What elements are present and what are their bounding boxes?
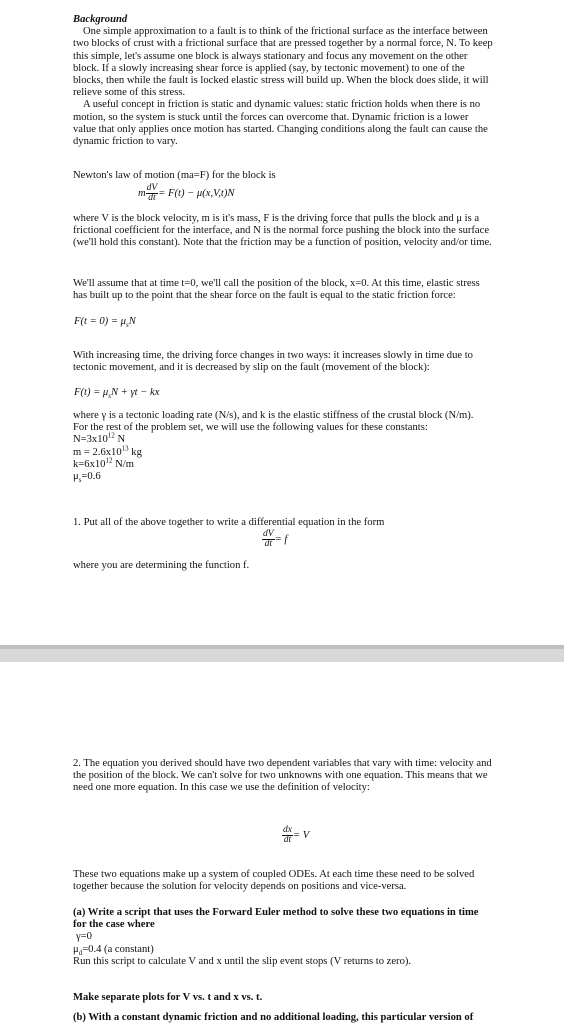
q2-plots: Make separate plots for V vs. t and x vs. t.: [73, 992, 263, 1003]
mu-d-value: $\mu_d=0.4$ (a constant): [73, 943, 154, 957]
q2-coupled: These two equations make up a system of coupled ODEs. At each time these need to be solved together because the solution for velocity depends on positions and vice-versa.: [73, 869, 475, 893]
part-a-label: (a) Write a script that uses the Forward Euler method to solve these two equations in time for the case where: [73, 907, 479, 931]
paragraph-friction-concept: A useful concept in friction is static and dynamic values: static friction holds when there is no motion, so the system is stuck until the forces can overcome that. Dynamic friction is a lower value that only applies once motion has started. Changing conditions along the fault can cause the dynamic friction to vary.: [73, 99, 488, 148]
q2-text: 2. The equation you derived should have two dependent variables that vary with time: velocity and the position of the block. We can't solve for two unknowns with one equation. This means that we need one more equation. In this case we use the definition of velocity:: [73, 758, 492, 794]
constant-N: $N=3x10^{12}$ N: [73, 431, 126, 446]
equation-q1-form: $\frac{dV}{dt}$ = f: [263, 529, 288, 549]
background-section: [73, 14, 493, 148]
driving-section: [73, 350, 493, 374]
constants-intro: For the rest of the problem set, we will use the following values for these constants:: [73, 422, 428, 434]
equation-velocity-definition: $\frac{dx}{dt}$ = V: [283, 825, 310, 845]
q2-part-b-cut: (b) With a constant dynamic friction and no additional loading, this particular version of: [73, 1012, 474, 1023]
equation-driving-force: $F(t) = \mu_sN + \gamma t$ − kx: [74, 387, 160, 401]
q2-part-a: [73, 907, 493, 968]
initial-section: [73, 278, 493, 302]
paragraph-fault-approximation: One simple approximation to a fault is to think of the frictional surface as the interface between two blocks of crust with a frictional surface that are pressed together by a normal force, N. To keep this simple, let's assume one block is always stationary and focus any movement on the other block. If a slowly increasing shear force is applied (say, by tectonic movement) to one of the blocks, then while the fault is locked elastic stress will build up. When the block does slide, it will relieve some of this stress.: [73, 26, 493, 99]
initial-text: We'll assume that at time t=0, we'll call the position of the block, x=0. At this time, elastic stress has built up to the point that the shear force on the fault is equal to the static friction force:: [73, 278, 480, 302]
document-page-2: [0, 662, 564, 1024]
newton-section: [73, 170, 493, 182]
newton-where: where V is the block velocity, m is it's mass, F is the driving force that pulls the block and μ is a frictional coefficient for the interface, and N is the normal force pushing the block into the surface (we'll hold this constant). Note that the friction may be a function of position, velocity and/or time.: [73, 213, 492, 249]
equation-newton: m $\frac{dV}{dt}$ = F(t) − μ(x,V,t)N: [138, 183, 235, 203]
page-separator: [0, 645, 564, 662]
question-2: [73, 758, 493, 795]
q1-text: 1. Put all of the above together to write a differential equation in the form: [73, 517, 385, 528]
question-1: [73, 517, 493, 529]
constant-m: $m = 2.6x10^{13}$ kg: [73, 444, 142, 458]
part-a-run: Run this script to calculate V and x until the slip event stops (V returns to zero).: [73, 955, 412, 967]
constant-mu-s: $\mu_s=0.6$: [73, 471, 101, 485]
equation-initial-force: $F(t = 0) = \mu_sN$: [74, 316, 136, 330]
gamma-value: γ=0: [76, 931, 92, 943]
driving-where: where γ is a tectonic loading rate (N/s), and k is the elastic stiffness of the crustal block (N/m). For the rest of the problem set, we will use the following values for these constants: $N=3x10^{12}$ N $m = 2.6x10^{13}$ kg $k=6x10^{12}$ N/m $\mu_s=0.6$: [73, 410, 493, 483]
newton-intro: Newton's law of motion (ma=F) for the block is: [73, 170, 276, 181]
constant-k: $k=6x10^{12}$ N/m: [73, 456, 134, 470]
q1-where: where you are determining the function f.: [73, 560, 250, 571]
driving-text: With increasing time, the driving force changes in two ways: it increases slowly in time due to tectonic movement, and it is decreased by slip on the fault (movement of the block):: [73, 350, 473, 374]
section-heading: Background: [73, 14, 128, 25]
